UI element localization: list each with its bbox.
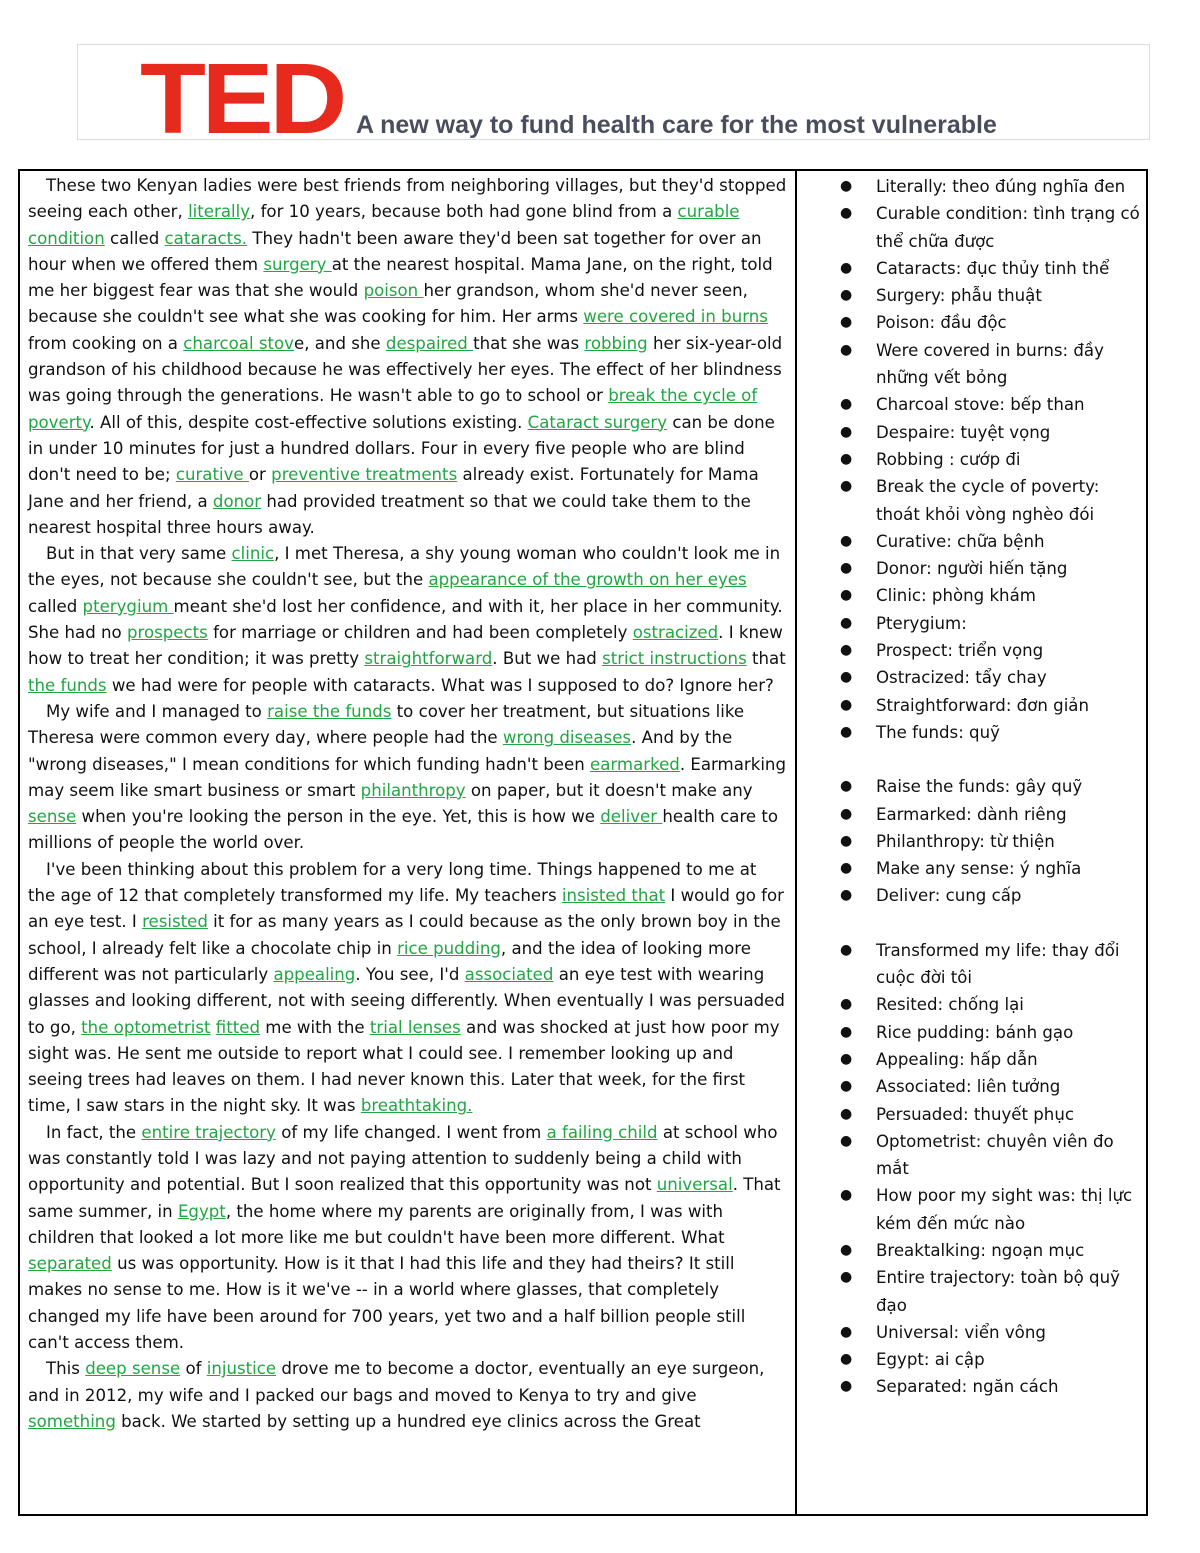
vocab-text: Donor: người hiến tặng (876, 559, 1068, 579)
vocab-text: Associated: liên tưởng (876, 1077, 1061, 1097)
transcript-text: e, and she (294, 333, 386, 353)
vocab-item (840, 1264, 1140, 1319)
highlighted-term: robbing (584, 333, 648, 353)
bullet-icon: ● (840, 587, 853, 604)
transcript-text: . But we had (492, 649, 603, 669)
vocab-text: Break the cycle of poverty: thoát khỏi vòng nghèo đói (876, 477, 1100, 524)
highlighted-term: entire trajectory (141, 1122, 276, 1142)
vocab-text: Straightforward: đơn giản (876, 695, 1089, 715)
bullet-icon: ● (840, 1378, 853, 1395)
bullet-icon: ● (840, 832, 853, 849)
vocab-item (840, 419, 1140, 446)
bullet-icon: ● (840, 178, 853, 194)
vocab-text: Literally: theo đúng nghĩa đen (876, 177, 1126, 196)
vocab-item (840, 610, 1140, 637)
vocab-text: Poison: đầu độc (876, 313, 1007, 333)
highlighted-term: surgery (263, 254, 332, 274)
vocab-text: Resited: chống lại (876, 995, 1024, 1015)
vocab-text: Curative: chữa bệnh (876, 531, 1045, 551)
vocab-text: Transformed my life: thay đổi cuộc đời tôi (876, 940, 1120, 988)
transcript-text: These two Kenyan ladies were best friends from neighboring villages, but they'd stopped seeing each other, (28, 176, 787, 222)
transcript-text: or (248, 465, 272, 485)
bullet-icon: ● (840, 1351, 853, 1368)
highlighted-term: curative (175, 465, 249, 485)
transcript-text: and was shocked at just how poor my sight was. He sent me outside to report what I could see. I remember looking up and seeing trees had leaves on them. I had never known this. Later that week, for the first time, I saw stars in the night sky. It was (28, 1017, 780, 1116)
transcript-text: can be done in under 10 minutes for just a hundred dollars. Four in every five people who are blind don't need to be; (28, 412, 775, 485)
vocab-item (840, 555, 1140, 582)
vocab-text: Rice pudding: bánh gạo (876, 1022, 1074, 1042)
transcript-text: her six-year-old grandson of his childhood because he was effectively her eyes. The effect of her blindness was going through the generations. He wasn't able to go to school or (28, 333, 783, 406)
transcript-text: of my life changed. I went from (275, 1122, 547, 1142)
bullet-icon: ● (840, 941, 853, 958)
transcript-text: , I met Theresa, a shy young woman who couldn't look me in the eyes, not because she couldn't see, but the (28, 544, 781, 590)
vocab-text: Earmarked: dành riêng (876, 804, 1067, 824)
vocab-text: How poor my sight was: thị lực kém đến mức nào (876, 1186, 1133, 1233)
highlighted-term: appealing (273, 964, 356, 984)
highlighted-term: something (28, 1411, 116, 1431)
transcript-text: , the home where my parents are originally from, I was with children that looked a lot more like me but couldn't have been more different. What (28, 1201, 725, 1247)
vocab-item (840, 337, 1140, 392)
highlighted-term: fitted (215, 1017, 260, 1037)
vocab-text: Persuaded: thuyết phục (876, 1104, 1074, 1124)
bullet-icon: ● (840, 314, 853, 331)
highlighted-term: trial lenses (369, 1017, 461, 1037)
highlighted-term: deliver (600, 807, 663, 827)
highlighted-term: breathtaking. (360, 1096, 473, 1116)
bullet-icon: ● (840, 696, 853, 713)
vocab-item (840, 173, 1140, 200)
vocab-text: Were covered in burns: đầy những vết bỏng (876, 340, 1104, 388)
vocab-item (840, 1182, 1140, 1237)
highlighted-term: curable condition (28, 202, 740, 248)
transcript-paragraph (28, 699, 788, 857)
highlighted-term: poison (363, 281, 424, 301)
transcript-text: it for as many years as I could because as the only brown boy in the school, I already felt like a chocolate chip in (28, 912, 781, 958)
highlighted-term: wrong diseases (502, 728, 632, 748)
bullet-icon: ● (840, 560, 853, 577)
vocab-text: Cataracts: đục thủy tinh thể (876, 258, 1110, 278)
bullet-icon: ● (840, 423, 853, 440)
vocab-item (840, 828, 1140, 855)
vocab-item (840, 309, 1140, 336)
transcript-text: . You see, I'd (355, 964, 465, 984)
transcript-text: They hadn't been aware they'd been sat together for over an hour when we offered them (28, 228, 762, 274)
transcript-paragraph (28, 1120, 788, 1357)
transcript-text: at the nearest hospital. Mama Jane, on the right, told me her biggest fear was that she would (28, 254, 773, 301)
highlighted-term: pterygium (82, 596, 174, 616)
transcript-text: I would go for an eye test. I (28, 886, 785, 932)
vocab-item (840, 991, 1140, 1018)
highlighted-term: were covered in burns (583, 307, 768, 327)
highlighted-term: cataracts. (164, 228, 248, 248)
vocab-text: Separated: ngăn cách (876, 1377, 1059, 1397)
vocab-item (840, 1128, 1140, 1183)
vocab-item (840, 1346, 1140, 1373)
vocab-item (840, 391, 1140, 418)
vocab-item (840, 692, 1140, 719)
vocab-item (840, 446, 1140, 473)
bullet-icon: ● (840, 341, 853, 358)
vocab-text: Appealing: hấp dẫn (876, 1049, 1038, 1069)
vocab-item (840, 637, 1140, 664)
transcript-text: on paper, but it doesn't make any (465, 780, 753, 800)
bullet-icon: ● (840, 1078, 853, 1095)
transcript-paragraph (28, 1356, 788, 1435)
transcript-text: an eye test with wearing glasses and looking different, not with seeing differently. When eventually I was persuaded to go, (28, 964, 785, 1037)
bullet-icon: ● (840, 1023, 853, 1040)
transcript-text: . All of this, despite cost-effective solutions existing. (89, 412, 528, 432)
vocab-text: Raise the funds: gây quỹ (876, 777, 1083, 797)
transcript-text: , and the idea of looking more different was not particularly (28, 938, 751, 984)
vocab-item (840, 200, 1140, 255)
bullet-icon: ● (840, 669, 853, 686)
highlighted-term: raise the funds (267, 701, 392, 721)
transcript-text: . And by the "wrong diseases," I mean conditions for which funding hadn't been (28, 728, 733, 774)
transcript-text: at school who was constantly told I was lazy and not paying attention to suddenly being a child with opportunity and potential. But I soon realized that this opportunity was not (28, 1122, 778, 1195)
column-divider (795, 171, 797, 1514)
vocab-text: Entire trajectory: toàn bộ quỹ đạo (876, 1268, 1120, 1315)
transcript-text: of (180, 1359, 207, 1379)
transcript-text: us was opportunity. How is it that I had this life and they had theirs? It still makes no sense to me. How is it we've -- in a world where glasses, that completely changed my life have been around for 700 years, yet two and a half billion people still can't access them. (28, 1254, 746, 1353)
bullet-icon: ● (840, 532, 853, 549)
vocab-text: Despaire: tuyệt vọng (876, 422, 1051, 442)
vocab-text: Prospect: triển vọng (876, 641, 1044, 661)
transcript-text: called (28, 596, 83, 616)
vocab-item (840, 937, 1140, 992)
vocab-text: The funds: quỹ (876, 722, 1000, 742)
vocab-text: Pterygium: (876, 613, 967, 633)
bullet-icon: ● (840, 450, 853, 467)
transcript-text: . That same summer, in (28, 1175, 781, 1221)
vocabulary-list (840, 173, 1140, 1401)
vocab-item (840, 1319, 1140, 1346)
highlighted-term: straightforward (364, 649, 493, 669)
bullet-icon: ● (840, 996, 853, 1013)
vocab-spacer (840, 910, 1140, 937)
transcript-text: drove me to become a doctor, eventually an eye surgeon, and in 2012, my wife and I packed our bags and moved to Kenya to try and give (28, 1359, 765, 1405)
vocab-item (840, 1019, 1140, 1046)
transcript-text: But in that very same (46, 544, 232, 564)
highlighted-term: earmarked (590, 754, 680, 774)
vocabulary-column (840, 173, 1140, 1401)
highlighted-term: Cataract surgery (527, 412, 668, 432)
vocab-text: Deliver: cung cấp (876, 886, 1022, 906)
bullet-icon: ● (840, 1241, 853, 1258)
vocab-item (840, 801, 1140, 828)
bullet-icon: ● (840, 1132, 853, 1149)
highlighted-term: clinic (231, 544, 275, 564)
vocab-item (840, 582, 1140, 609)
vocab-item (840, 1373, 1140, 1400)
vocab-text: Curable condition: tình trạng có thể chữa được (876, 204, 1140, 251)
transcript-text: to cover her treatment, but situations like Theresa were common every day, where people had the (28, 701, 745, 748)
transcript-text: My wife and I managed to (46, 701, 268, 721)
highlighted-term: preventive treatments (271, 465, 458, 485)
vocab-text: Charcoal stove: bếp than (876, 395, 1085, 415)
transcript-paragraph (28, 173, 788, 541)
bullet-icon: ● (840, 778, 853, 795)
vocab-text: Optometrist: chuyên viên đo mắt (876, 1131, 1114, 1179)
vocab-text: Make any sense: ý nghĩa (876, 859, 1082, 879)
vocab-text: Egypt: ai cập (876, 1350, 985, 1370)
transcript-table (18, 169, 1148, 1516)
vocab-item (840, 1237, 1140, 1264)
highlighted-term: philanthropy (360, 780, 466, 800)
transcript-text: meant she'd lost her confidence, and with it, her place in her community. She had no (28, 596, 783, 643)
transcript-text: for marriage or children and had been completely (207, 623, 633, 643)
bullet-icon: ● (840, 1050, 853, 1067)
highlighted-term: the optometrist (81, 1017, 211, 1037)
highlighted-term: deep sense (85, 1359, 181, 1379)
highlighted-term: ostracized (632, 623, 719, 643)
bullet-icon: ● (840, 805, 853, 822)
highlighted-term: prospects (126, 623, 208, 643)
transcript-text: health care to millions of people the world over. (28, 807, 779, 853)
bullet-icon: ● (840, 723, 853, 740)
bullet-icon: ● (840, 1187, 853, 1204)
vocab-item (840, 855, 1140, 882)
highlighted-term: donor (212, 491, 262, 511)
transcript-text: back. We started by setting up a hundred eye clinics across the Great (115, 1411, 701, 1431)
bullet-icon: ● (840, 1269, 853, 1286)
highlighted-term: despaired (385, 333, 474, 353)
highlighted-term: Egypt (177, 1201, 226, 1221)
vocab-spacer (840, 746, 1140, 773)
transcript-text: had provided treatment so that we could take them to the nearest hospital three hours away. (28, 491, 751, 537)
vocab-item (840, 1101, 1140, 1128)
transcript-text: that (746, 649, 786, 669)
highlighted-term: injustice (206, 1359, 277, 1379)
vocab-item (840, 528, 1140, 555)
bullet-icon: ● (840, 860, 853, 877)
vocab-text: Robbing : cướp đi (876, 449, 1021, 469)
header-banner (77, 43, 1150, 155)
vocab-text: Breaktalking: ngoạn mục (876, 1240, 1085, 1260)
vocab-item (840, 282, 1140, 309)
highlighted-term: separated (28, 1254, 112, 1274)
highlighted-term: a failing child (546, 1122, 658, 1142)
bullet-icon: ● (840, 259, 853, 276)
transcript-text: In fact, the (46, 1122, 142, 1142)
transcript-text: me with the (260, 1017, 370, 1037)
transcript-text: from cooking on a (28, 333, 184, 353)
transcript-text: already exist. Fortunately for Mama Jane and her friend, a (28, 465, 759, 511)
bullet-icon: ● (840, 1105, 853, 1122)
highlighted-term: strict instructions (602, 649, 747, 669)
transcript-text: called (104, 228, 165, 248)
highlighted-term: break the cycle of poverty (28, 386, 758, 432)
transcript-text: . I knew how to treat her condition; it was pretty (28, 623, 783, 669)
transcript-text: when you're looking the person in the eye. Yet, this is how we (76, 807, 601, 827)
vocab-text: Surgery: phẫu thuật (876, 286, 1042, 306)
highlighted-term: appearance of the growth on her eyes (428, 570, 747, 590)
transcript-text: her grandson, whom she'd never seen, because she couldn't see what she was cooking for him. Her arms (28, 281, 748, 327)
highlighted-term: resisted (142, 912, 208, 932)
bullet-icon: ● (840, 887, 853, 904)
bullet-icon: ● (840, 1323, 853, 1340)
transcript-paragraph (28, 541, 788, 699)
vocab-item (840, 1073, 1140, 1100)
highlighted-term: the funds (28, 675, 107, 695)
vocab-item (840, 719, 1140, 746)
transcript-paragraph (28, 857, 788, 1120)
transcript-text: , for 10 years, because both had gone blind from a (250, 202, 678, 222)
highlighted-term: sense (28, 807, 77, 827)
transcript-text: This (46, 1359, 86, 1379)
highlighted-term: universal (656, 1175, 733, 1195)
transcript-text: we had were for people with cataracts. What was I supposed to do? Ignore her? (106, 675, 774, 695)
vocab-item (840, 773, 1140, 800)
bullet-icon: ● (840, 478, 853, 495)
bullet-icon: ● (840, 396, 853, 413)
vocab-text: Ostracized: tẩy chay (876, 668, 1047, 688)
bullet-icon: ● (840, 205, 853, 222)
highlighted-term: charcoal stov (183, 333, 294, 353)
transcript-text: . Earmarking may seem like smart business or smart (28, 754, 786, 800)
vocab-item (840, 664, 1140, 691)
bullet-icon: ● (840, 287, 853, 304)
highlighted-term: literally (188, 202, 251, 222)
vocab-item (840, 255, 1140, 282)
vocab-item (840, 1046, 1140, 1073)
vocab-text: Universal: viển vông (876, 1322, 1046, 1342)
vocab-text: Clinic: phòng khám (876, 586, 1036, 606)
transcript-column (28, 173, 788, 1435)
bullet-icon: ● (840, 642, 853, 659)
bullet-icon: ● (840, 614, 853, 631)
transcript-text: that she was (473, 333, 585, 353)
highlighted-term: rice pudding (397, 938, 501, 958)
vocab-item (840, 882, 1140, 909)
vocab-item (840, 473, 1140, 528)
transcript-text: I've been thinking about this problem for a very long time. Things happened to me at the age of 12 that completely transformed my life. My teachers (28, 859, 757, 906)
vocab-text: Philanthropy: từ thiện (876, 831, 1055, 851)
highlighted-term: insisted that (561, 886, 666, 906)
document-title: A new way to fund health care for the most vulnerable (356, 111, 997, 139)
ted-logo: TED (140, 43, 344, 155)
highlighted-term: associated (464, 964, 554, 984)
